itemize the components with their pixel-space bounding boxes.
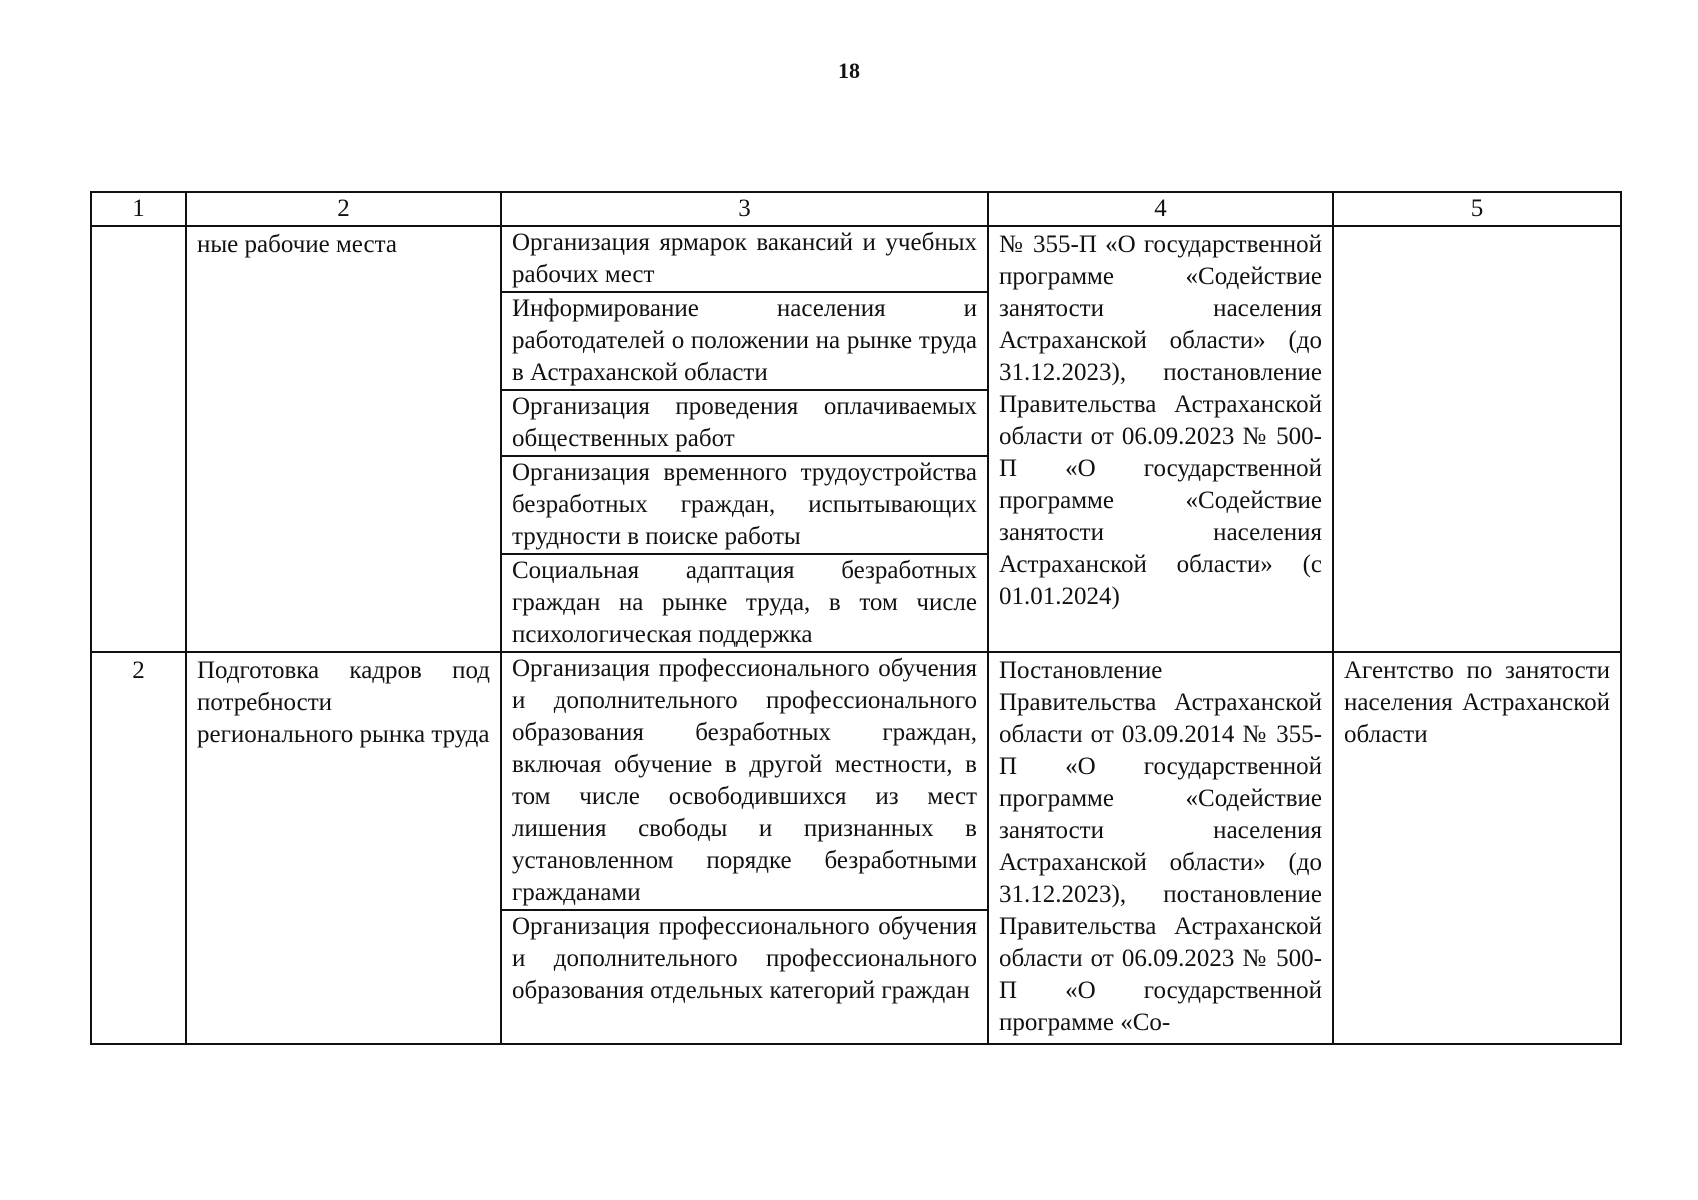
measure-item: Социальная адаптация безработных граждан на рынке труда, в том числе психологическая поддержка [512, 557, 977, 648]
legal-basis-text: Постановление Правительства Астраханской области от 03.09.2014 № 355-П «О государственной программе «Содействие занятости населения Астраханской области» (до 31.12.2023), постановление Правительства Астраханской области от 06.09.2023 № 500-П «О государственной программе «Со- [999, 657, 1322, 1036]
legal-basis-cell [988, 226, 1333, 652]
column-header: 3 [501, 192, 988, 226]
responsible-cell [1333, 226, 1621, 652]
measure-item: Информирование населения и работодателей о положении на рынке труда в Астраханской области [502, 293, 987, 391]
row-number [102, 227, 175, 233]
task-cell [186, 226, 501, 652]
page-number: 18 [838, 58, 860, 83]
measure-item: Организация временного трудоустройства безработных граждан, испытывающих трудности в поиске работы [502, 457, 987, 555]
column-header: 4 [988, 192, 1333, 226]
task-text: Подготовка кадров под потребности регионального рынка труда [197, 657, 490, 748]
responsible-text [1344, 227, 1610, 233]
responsible-text: Агентство по занятости населения Астраханской области [1344, 657, 1610, 748]
table-row [91, 652, 1621, 1044]
responsible-cell [1333, 652, 1621, 1044]
row-number-cell [91, 652, 186, 1044]
table-header-row [91, 192, 1621, 226]
measures-cell [501, 226, 988, 652]
task-text: ные рабочие места [197, 231, 397, 258]
row-number: 2 [132, 657, 145, 684]
measure-item: Организация профессионального обучения и дополнительного профессионального образования отдельных категорий граждан [512, 913, 977, 1004]
measure-item: Организация профессионального обучения и дополнительного профессионального образования безработных граждан, включая обучение в другой местности, в том числе освободившихся из мест лишения свободы и признанных в установленном порядке безработными гражданами [502, 653, 987, 911]
row-number-cell [91, 226, 186, 652]
task-cell [186, 652, 501, 1044]
measure-item: Организация проведения оплачиваемых общественных работ [502, 391, 987, 457]
column-header: 2 [186, 192, 501, 226]
measure-item: Организация ярмарок вакансий и учебных рабочих мест [502, 227, 987, 293]
table-row [91, 226, 1621, 652]
legal-basis-text: № 355-П «О государственной программе «Содействие занятости населения Астраханской области» (до 31.12.2023), постановление Правительства Астраханской области от 06.09.2023 № 500-П «О государственной программе «Содействие занятости населения Астраханской области» (с 01.01.2024) [999, 231, 1322, 610]
column-header: 5 [1333, 192, 1621, 226]
legal-basis-cell [988, 652, 1333, 1044]
measures-table [90, 191, 1622, 1045]
column-header: 1 [91, 192, 186, 226]
measures-cell [501, 652, 988, 1044]
